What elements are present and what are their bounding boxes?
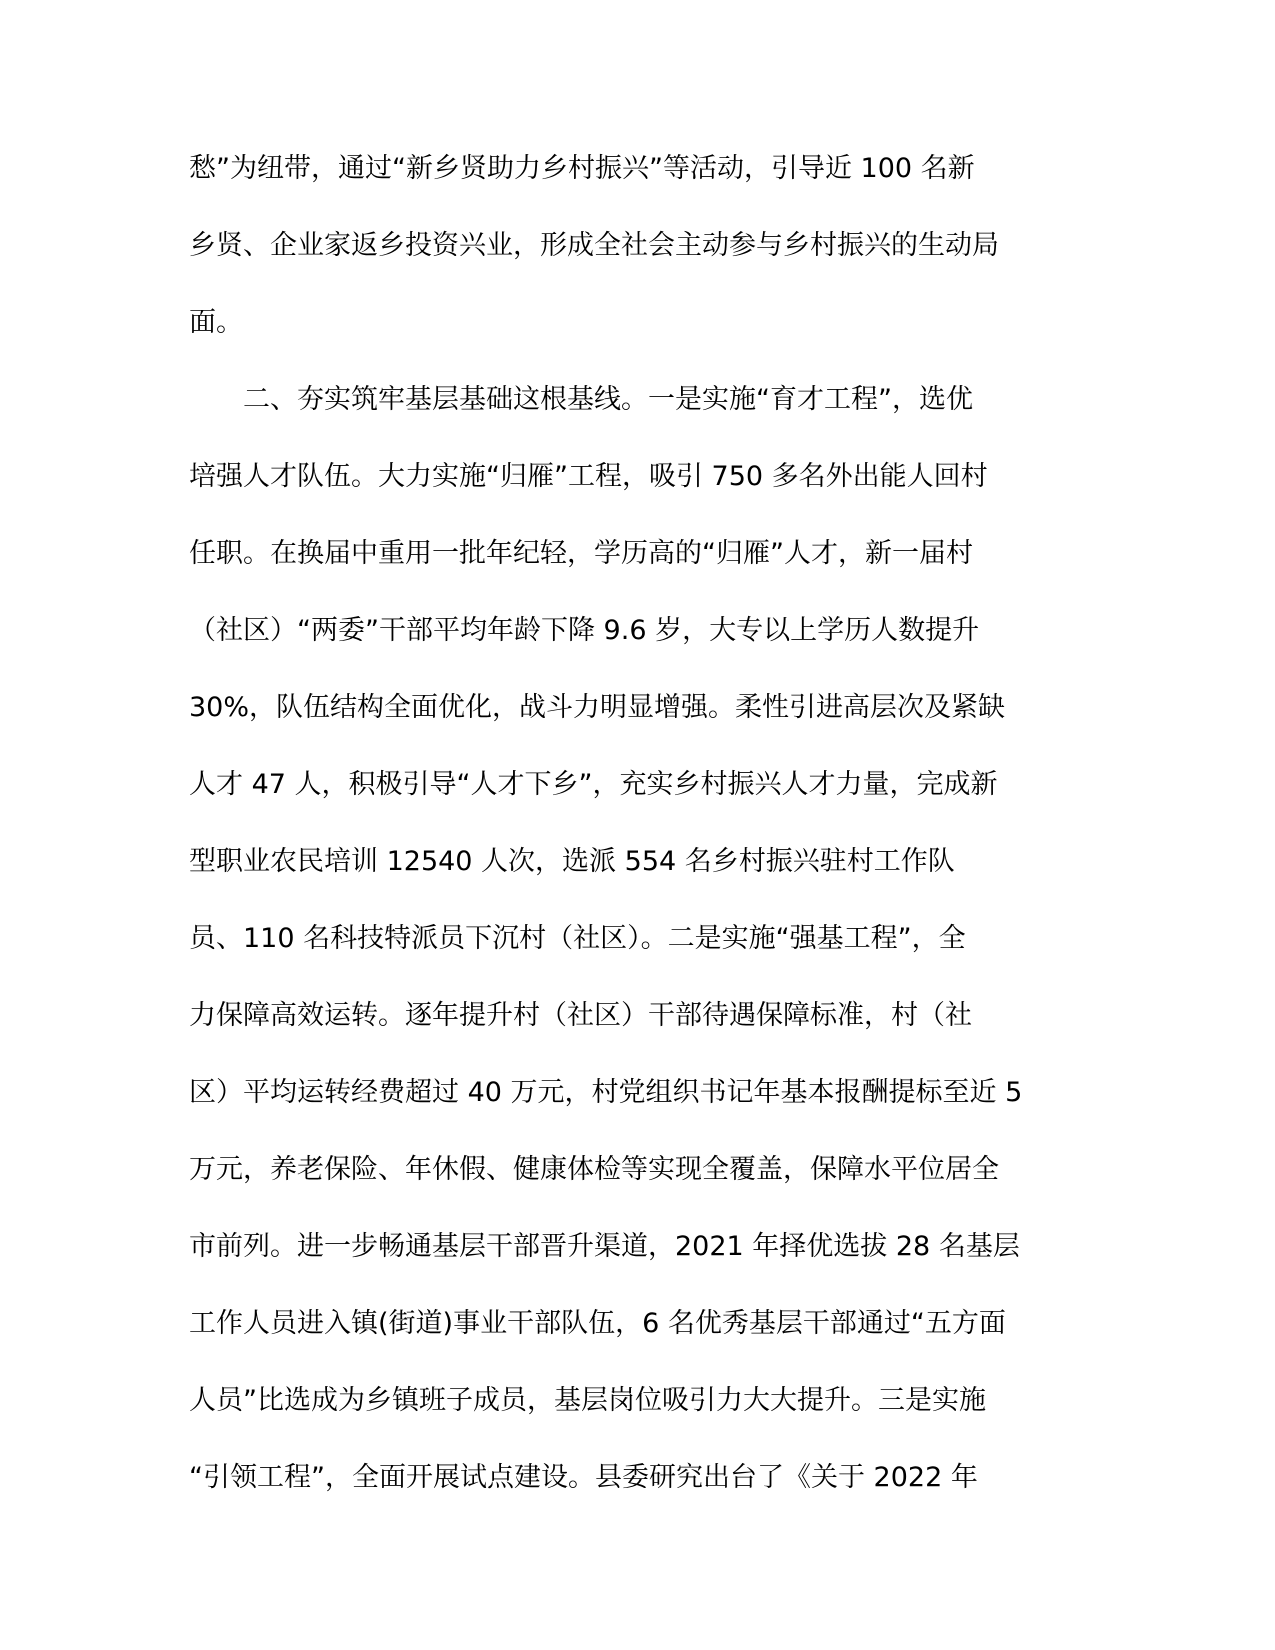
text-line: 人员”比选成为乡镇班子成员，基层岗位吸引力大大提升。三是实施 [189, 1385, 986, 1416]
text-line: 人才 47 人，积极引导“人才下乡”，充实乡村振兴人才力量，完成新 [189, 769, 998, 800]
text-line: 型职业农民培训 12540 人次，选派 554 名乡村振兴驻村工作队 [189, 846, 955, 877]
text-line: 二、夯实筑牢基层基础这根基线。一是实施“育才工程”，选优 [189, 384, 973, 415]
text-line: 市前列。进一步畅通基层干部晋升渠道，2021 年择优选拔 28 名基层 [189, 1231, 1020, 1262]
text-line: 面。 [189, 307, 243, 338]
text-line: 30%，队伍结构全面优化，战斗力明显增强。柔性引进高层次及紧缺 [189, 692, 1006, 723]
text-line: 愁”为纽带，通过“新乡贤助力乡村振兴”等活动，引导近 100 名新 [189, 153, 975, 184]
text-line: 区）平均运转经费超过 40 万元，村党组织书记年基本报酬提标至近 5 [189, 1077, 1023, 1108]
text-line: 员、110 名科技特派员下沉村（社区）。二是实施“强基工程”，全 [189, 923, 966, 954]
text-line: 力保障高效运转。逐年提升村（社区）干部待遇保障标准，村（社 [189, 1000, 972, 1031]
text-line: 万元，养老保险、年休假、健康体检等实现全覆盖，保障水平位居全 [189, 1154, 999, 1185]
text-line: （社区）“两委”干部平均年龄下降 9.6 岁，大专以上学历人数提升 [189, 615, 980, 646]
body-text [189, 137, 1089, 1523]
text-line: 乡贤、企业家返乡投资兴业，形成全社会主动参与乡村振兴的生动局 [189, 230, 999, 261]
text-line: “引领工程”，全面开展试点建设。县委研究出台了《关于 2022 年 [189, 1462, 978, 1493]
text-line: 培强人才队伍。大力实施“归雁”工程，吸引 750 多名外出能人回村 [189, 461, 988, 492]
text-line: 工作人员进入镇(街道)事业干部队伍，6 名优秀基层干部通过“五方面 [189, 1308, 1006, 1339]
text-line: 任职。在换届中重用一批年纪轻，学历高的“归雁”人才，新一届村 [189, 538, 973, 569]
